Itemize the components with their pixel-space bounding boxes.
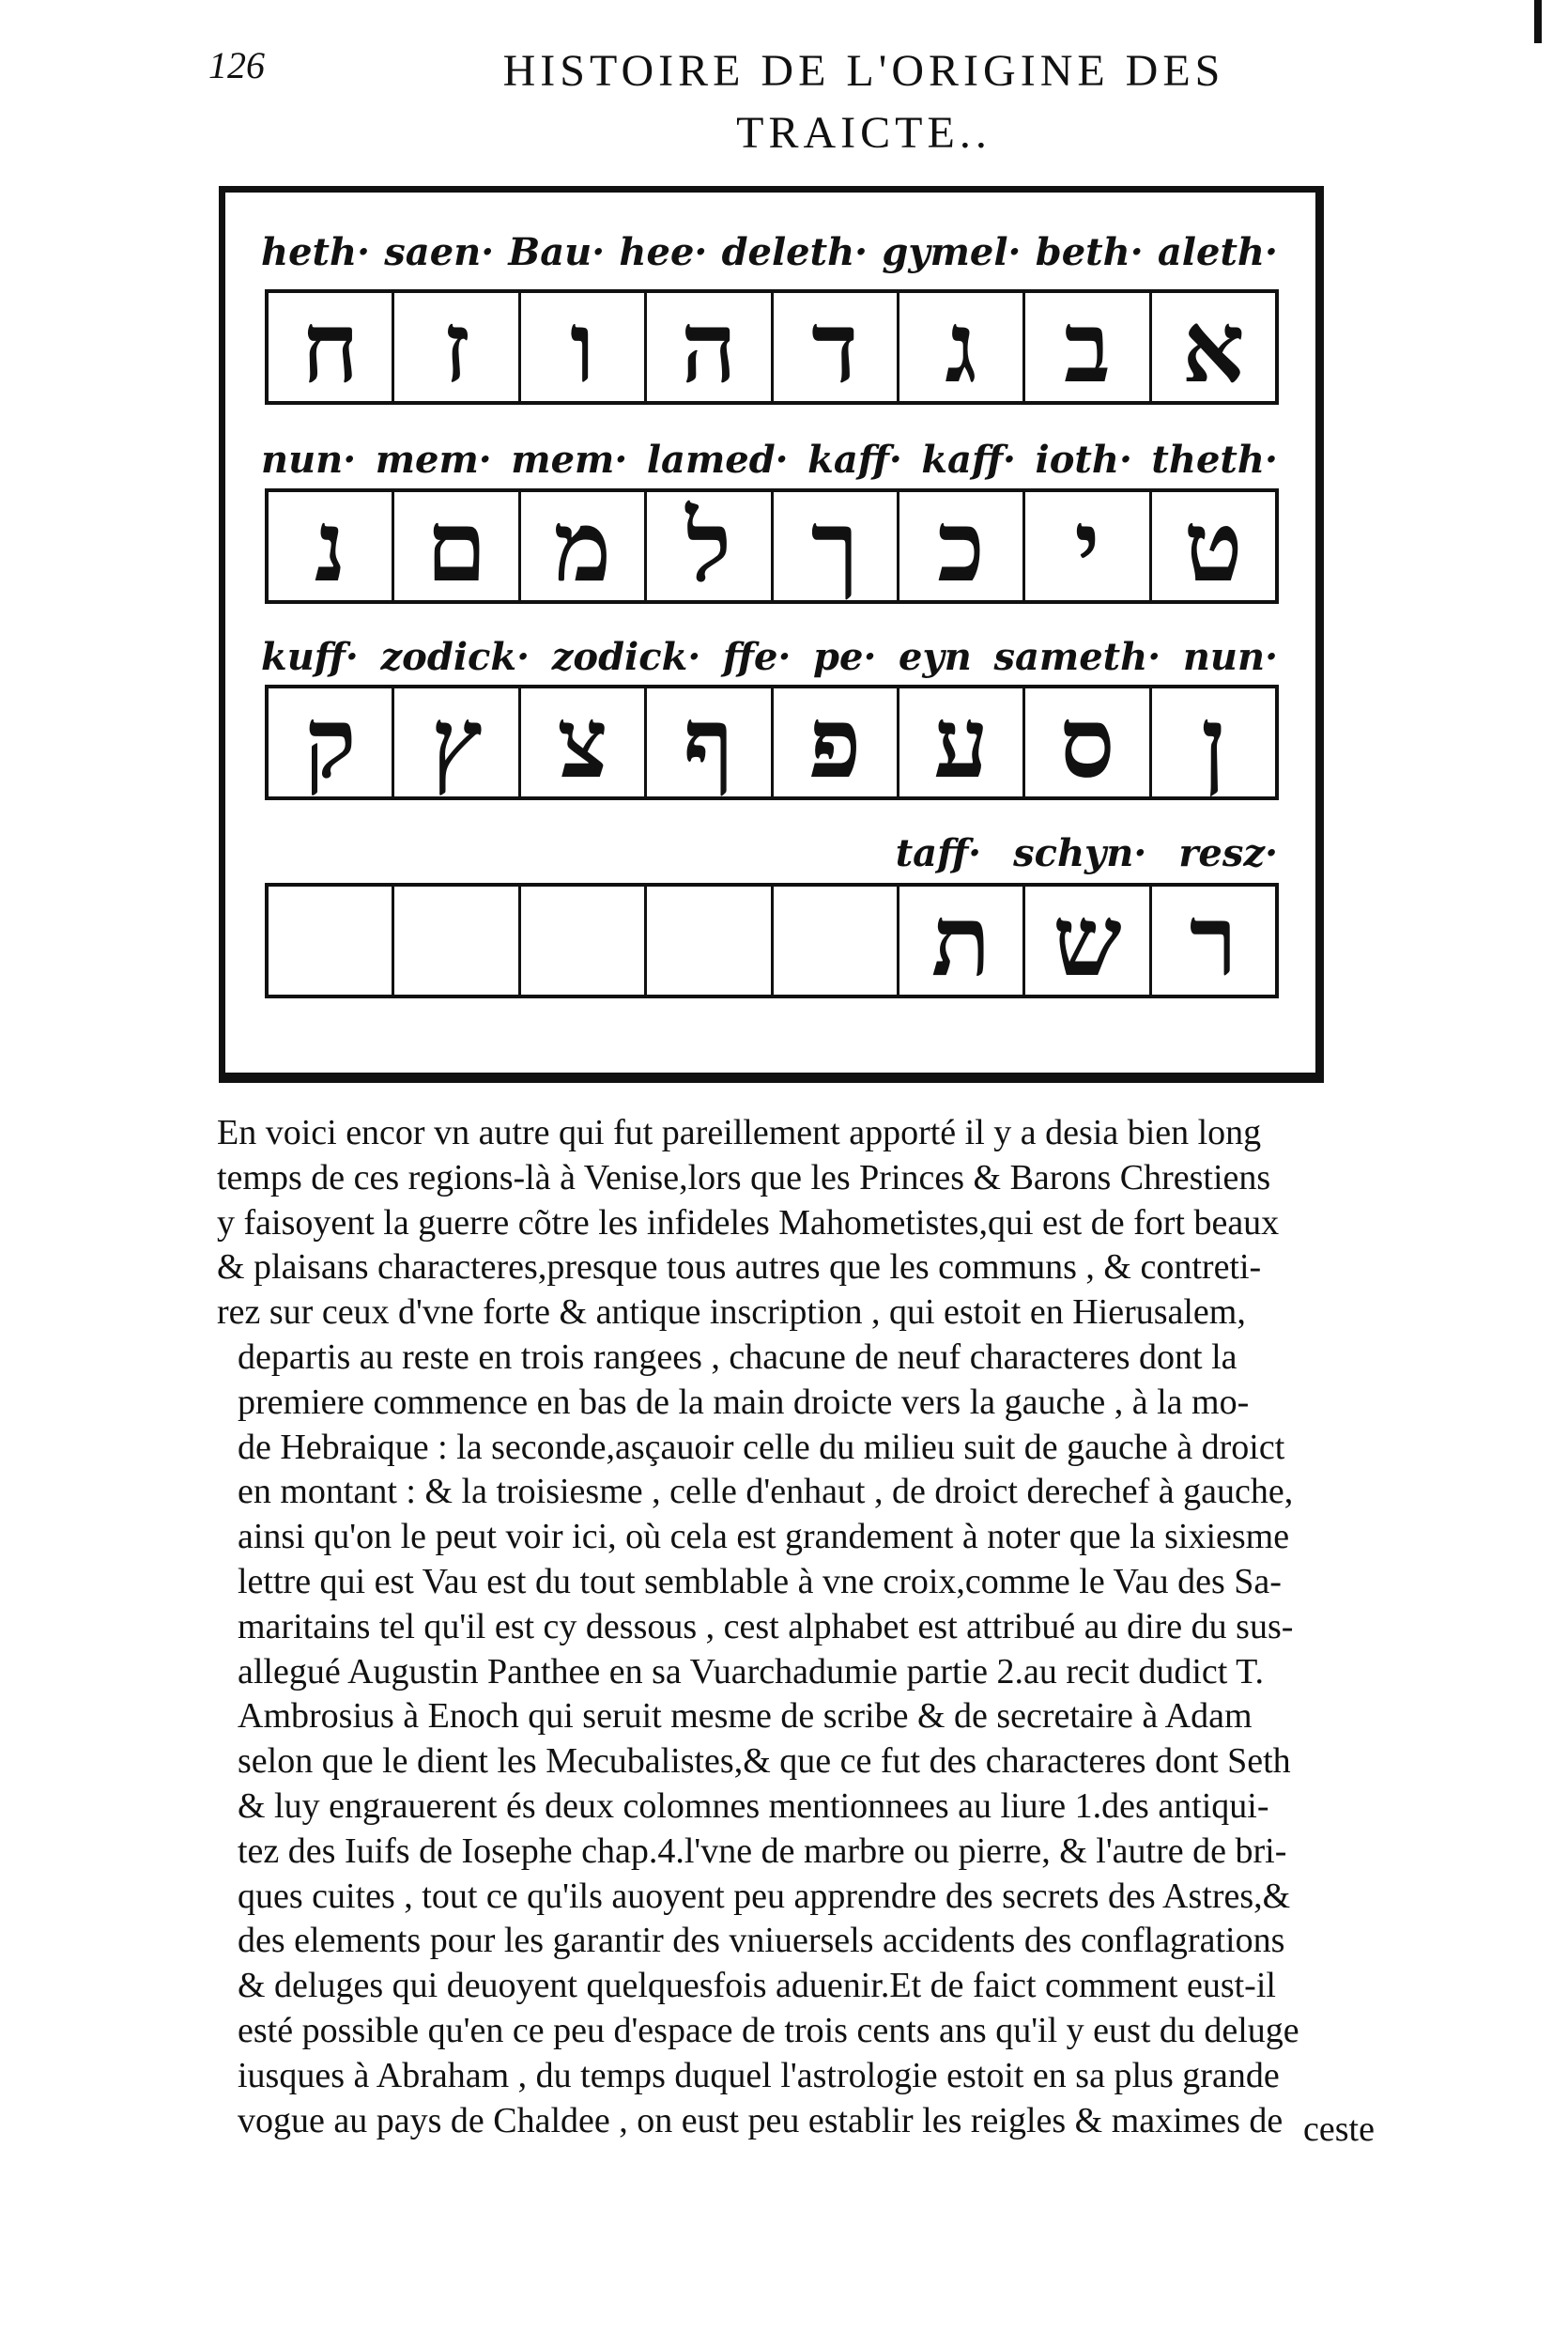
empty-letter-cell xyxy=(269,887,392,995)
text-line: temps de ces regions-là à Venise,lors que les Princes & Barons Chrestiens xyxy=(217,1157,1271,1197)
text-line: ainsi qu'on le peut voir ici, où cela est grandement à noter que la sixiesme xyxy=(238,1517,1290,1557)
letter-name: schyn· xyxy=(1013,831,1147,875)
letter-names-row-4 xyxy=(261,810,1278,875)
empty-letter-cell xyxy=(392,887,517,995)
hebrew-letter-cell: א xyxy=(1149,293,1275,401)
letter-name: zodick· xyxy=(551,635,701,679)
hebrew-letter-cell: ב xyxy=(1022,293,1148,401)
text-line: premiere commence en bas de la main droicte vers la gauche , à la mo- xyxy=(238,1382,1250,1422)
body-paragraph xyxy=(217,1111,1391,2143)
hebrew-letter-cell: ת xyxy=(897,887,1022,995)
hebrew-letter-cell: ץ xyxy=(392,688,517,796)
hebrew-letter-cell: ף xyxy=(644,688,770,796)
letter-name: mem· xyxy=(375,438,492,482)
letter-name: theth· xyxy=(1151,438,1278,482)
letter-name: eyn xyxy=(899,635,972,679)
text-line: lettre qui est Vau est du tout semblable à vne croix,comme le Vau des Sa- xyxy=(238,1561,1282,1601)
text-line: rez sur ceux d'vne forte & antique inscription , qui estoit en Hierusalem, xyxy=(217,1292,1246,1333)
letter-names-row-3 xyxy=(261,613,1278,679)
letter-name: ffe· xyxy=(722,635,792,679)
letter-name: resz· xyxy=(1178,831,1278,875)
text-line: maritains tel qu'il est cy dessous , cest alphabet est attribué au dire du sus- xyxy=(238,1606,1294,1646)
hebrew-letter-cell: ק xyxy=(303,684,357,800)
text-line: iusques à Abraham , du temps duquel l'astrologie estoit en sa plus grande xyxy=(238,2055,1280,2095)
letter-name: ioth· xyxy=(1035,438,1132,482)
letter-name: sameth· xyxy=(993,635,1161,679)
text-line: ques cuites , tout ce qu'ils auoyent peu apprendre des secrets des Astres,& xyxy=(238,1876,1291,1916)
text-line: de Hebraique : la seconde,asçauoir celle du milieu suit de gauche à droict xyxy=(238,1427,1285,1467)
text-line: y faisoyent la guerre cõtre les infideles Mahometistes,qui est de fort beaux xyxy=(217,1202,1280,1243)
letter-glyphs-row-2 xyxy=(265,488,1279,604)
hebrew-letter-cell: נ xyxy=(314,487,346,604)
letter-name: kaff· xyxy=(807,438,902,482)
letter-names-row-2 xyxy=(261,416,1278,482)
letter-name: Bau· xyxy=(508,230,606,274)
empty-letter-cell xyxy=(644,887,770,995)
letter-name: saen· xyxy=(384,230,495,274)
text-line: vogue au pays de Chaldee , on eust peu establir les reigles & maximes de xyxy=(238,2100,1284,2140)
hebrew-letter-cell: ג xyxy=(897,293,1022,401)
letter-name: heth· xyxy=(261,230,371,274)
letter-name: pe· xyxy=(813,635,877,679)
text-line: departis au reste en trois rangees , chacune de neuf characteres dont la xyxy=(238,1336,1237,1377)
text-line: tez des Iuifs de Iosephe chap.4.l'vne de marbre ou pierre, & l'autre de bri- xyxy=(238,1831,1287,1871)
hebrew-letter-cell: פ xyxy=(771,688,897,796)
hebrew-letter-cell: מ xyxy=(518,492,644,600)
letter-name: zodick· xyxy=(380,635,530,679)
hebrew-letter-cell: ד xyxy=(771,293,897,401)
hebrew-letter-cell: ו xyxy=(518,293,644,401)
alphabet-table xyxy=(219,186,1324,1083)
text-line: & deluges qui deuoyent quelquesfois aduenir.Et de faict comment eust-il xyxy=(238,1966,1276,2006)
hebrew-letter-cell: ל xyxy=(644,492,770,600)
letter-names-row-1 xyxy=(261,209,1278,274)
hebrew-letter-cell: י xyxy=(1022,492,1148,600)
text-line: des elements pour les garantir des vniuersels accidents des conflagrations xyxy=(238,1921,1285,1961)
letter-name: kaff· xyxy=(921,438,1016,482)
text-line: selon que le dient les Mecubalistes,& que ce fut des characteres dont Seth xyxy=(238,1741,1291,1782)
text-line: esté possible qu'en ce peu d'espace de trois cents ans qu'il y eust du deluge xyxy=(238,2010,1299,2050)
text-line: & luy engrauerent és deux colomnes mentionnees au liure 1.des antiqui- xyxy=(238,1785,1269,1826)
letter-name: lamed· xyxy=(646,438,789,482)
letter-name: nun· xyxy=(261,438,357,482)
empty-letter-cell xyxy=(518,887,644,995)
letter-name: gymel· xyxy=(882,230,1022,274)
letter-name: aleth· xyxy=(1157,230,1278,274)
hebrew-letter-cell: צ xyxy=(518,688,644,796)
empty-letter-cell xyxy=(771,887,897,995)
running-head-line-2: TRAICTE.. xyxy=(736,108,992,158)
letter-name: kuff· xyxy=(261,635,359,679)
text-line: En voici encor vn autre qui fut pareillement apporté il y a desia bien long xyxy=(217,1113,1262,1152)
letter-name: taff· xyxy=(895,831,982,875)
letter-name: hee· xyxy=(619,230,708,274)
letter-name: deleth· xyxy=(721,230,869,274)
hebrew-letter-cell: ה xyxy=(644,293,770,401)
hebrew-letter-cell: כ xyxy=(897,492,1022,600)
hebrew-letter-cell: ש xyxy=(1022,887,1148,995)
hebrew-letter-cell: ך xyxy=(771,492,897,600)
text-line: allegué Augustin Panthee en sa Vuarchadumie partie 2.au recit dudict T. xyxy=(238,1651,1265,1691)
letter-name: mem· xyxy=(511,438,628,482)
hebrew-letter-cell: ע xyxy=(897,688,1022,796)
margin-rule xyxy=(1534,0,1542,43)
hebrew-letter-cell: ז xyxy=(392,293,517,401)
text-line: en montant : & la troisiesme , celle d'enhaut , de droict derechef à gauche, xyxy=(238,1472,1294,1512)
text-line: & plaisans characteres,presque tous autres que les communs , & contreti- xyxy=(217,1247,1262,1288)
letter-glyphs-row-4 xyxy=(265,883,1279,998)
letter-name: nun· xyxy=(1182,635,1278,679)
letter-name: beth· xyxy=(1035,230,1144,274)
catchword: ceste xyxy=(1303,2109,1375,2149)
hebrew-letter-cell: ם xyxy=(392,492,517,600)
hebrew-letter-cell: ן xyxy=(1149,688,1275,796)
running-head-line-1: HISTOIRE DE L'ORIGINE DES xyxy=(502,46,1225,96)
letter-glyphs-row-1 xyxy=(265,289,1279,405)
hebrew-letter-cell: ר xyxy=(1149,887,1275,995)
hebrew-letter-cell: ס xyxy=(1022,688,1148,796)
page-number: 126 xyxy=(208,44,265,86)
letter-glyphs-row-3 xyxy=(265,685,1279,800)
hebrew-letter-cell: ח xyxy=(300,288,360,405)
text-line: Ambrosius à Enoch qui seruit mesme de scribe & de secretaire à Adam xyxy=(238,1696,1253,1737)
hebrew-letter-cell: ט xyxy=(1149,492,1275,600)
